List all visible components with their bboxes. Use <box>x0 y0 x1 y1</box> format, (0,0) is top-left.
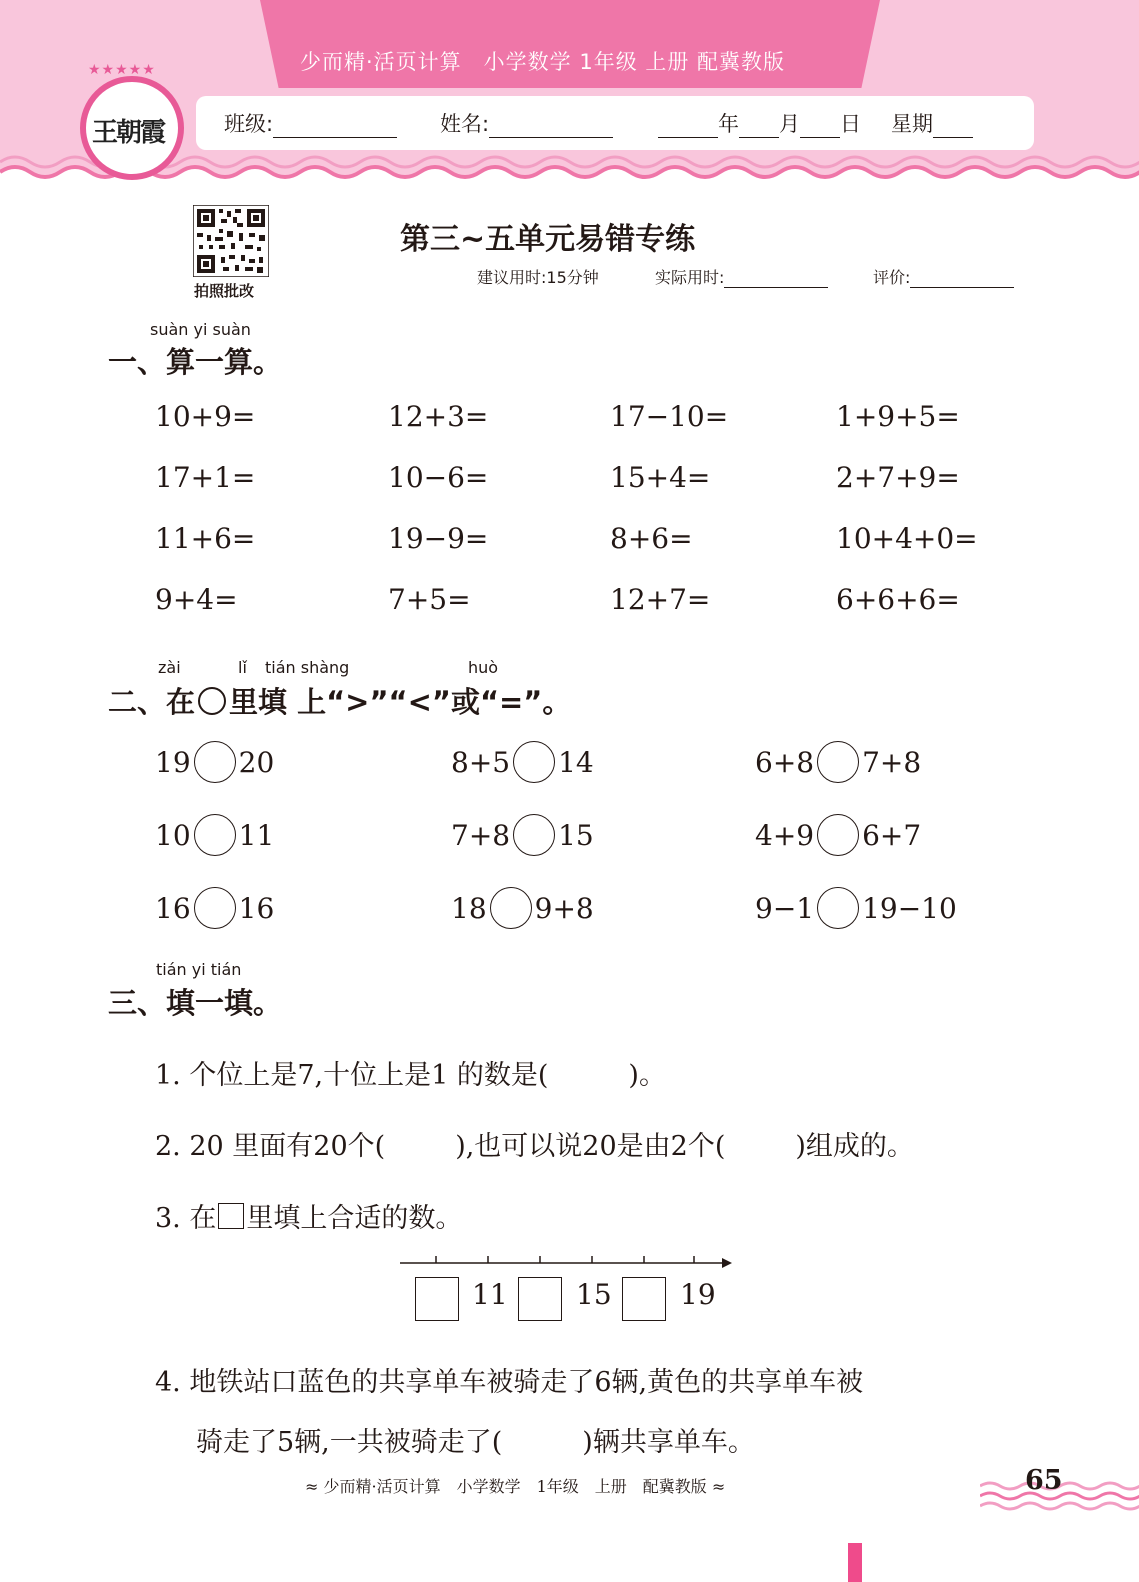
footer-text: ≈ 少而精·活页计算 小学数学 1年级 上册 配冀教版 ≈ <box>305 1477 726 1496</box>
compare-item <box>155 741 274 783</box>
class-field[interactable] <box>224 108 397 138</box>
pinyin-huo: huò <box>468 658 499 677</box>
equation: 10+9= <box>155 400 256 433</box>
equation: 10+4+0= <box>836 522 978 555</box>
name-field[interactable] <box>440 108 613 138</box>
section3-title: 三、填一填。 <box>108 986 283 1020</box>
question-3-end: 里填上合适的数。 <box>246 1203 463 1234</box>
qr-code[interactable] <box>193 205 269 277</box>
question-4-line2 <box>196 1420 755 1459</box>
question-4-end: )辆共享单车。 <box>582 1427 755 1458</box>
pinyin-tianshang: tián shàng <box>265 658 350 677</box>
day-blank[interactable] <box>800 115 840 138</box>
compare-item <box>755 887 957 929</box>
compare-right: 7+8 <box>862 745 922 779</box>
compare-left: 10 <box>155 818 191 852</box>
rating-field[interactable] <box>873 265 1014 288</box>
number-line <box>396 1252 736 1274</box>
page-number: 65 <box>1025 1465 1063 1496</box>
compare-circle[interactable] <box>513 741 555 783</box>
compare-item <box>755 814 921 856</box>
compare-left: 7+8 <box>451 818 511 852</box>
equation: 8+6= <box>610 522 693 555</box>
equation: 12+3= <box>388 400 489 433</box>
logo-stars: ★★★★★ <box>88 62 156 78</box>
answer-box[interactable] <box>518 1277 562 1321</box>
equation: 2+7+9= <box>836 461 960 494</box>
compare-right: 9+8 <box>534 891 594 925</box>
compare-item <box>155 814 274 856</box>
numberline-label: 15 <box>576 1278 612 1311</box>
month-blank[interactable] <box>739 115 779 138</box>
question-1 <box>155 1053 666 1092</box>
compare-item <box>155 887 274 929</box>
question-1-text: 1. 个位上是7,十位上是1 的数是( <box>155 1060 549 1091</box>
question-2-text: 2. 20 里面有20个( <box>155 1131 386 1162</box>
compare-left: 9−1 <box>755 891 815 925</box>
compare-item <box>451 887 594 929</box>
class-label: 班级: <box>224 112 274 136</box>
square-symbol <box>218 1203 244 1229</box>
section1-pinyin: suàn yi suàn <box>150 320 251 339</box>
equation: 11+6= <box>155 522 256 555</box>
pinyin-zai: zài <box>158 658 181 677</box>
compare-right: 16 <box>238 891 275 925</box>
section2-title <box>108 680 571 721</box>
name-blank[interactable] <box>489 115 613 138</box>
compare-left: 16 <box>155 891 191 925</box>
question-4-text: 骑走了5辆,一共被骑走了( <box>196 1427 503 1458</box>
year-label: 年 <box>718 112 739 136</box>
pinyin-li: lǐ <box>238 658 247 677</box>
section2-title-a: 二、在 <box>108 685 196 719</box>
compare-right: 6+7 <box>862 818 922 852</box>
compare-left: 18 <box>451 891 487 925</box>
name-label: 姓名: <box>440 112 490 136</box>
answer-box[interactable] <box>415 1277 459 1321</box>
compare-circle[interactable] <box>194 741 236 783</box>
compare-left: 8+5 <box>451 745 511 779</box>
compare-item <box>755 741 921 783</box>
compare-circle[interactable] <box>817 887 859 929</box>
numberline-label: 11 <box>472 1278 508 1311</box>
bottom-marker <box>848 1543 862 1582</box>
question-3-text: 3. 在 <box>155 1203 217 1234</box>
equation: 19−9= <box>388 522 489 555</box>
equation: 1+9+5= <box>836 400 960 433</box>
compare-circle[interactable] <box>194 814 236 856</box>
actual-time-label: 实际用时: <box>655 268 725 287</box>
section1-title: 一、算一算。 <box>108 345 283 379</box>
page-title: 第三~五单元易错专练 <box>400 222 696 257</box>
month-label: 月 <box>779 112 800 136</box>
rating-blank[interactable] <box>910 269 1014 288</box>
compare-circle[interactable] <box>817 814 859 856</box>
weekday-blank[interactable] <box>933 115 973 138</box>
question-2-mid: ),也可以说20是由2个( <box>455 1131 726 1162</box>
compare-circle[interactable] <box>817 741 859 783</box>
compare-item <box>451 741 594 783</box>
compare-left: 19 <box>155 745 191 779</box>
section2-title-b: 里填 上“>”“<”或“=”。 <box>229 685 572 719</box>
qr-label: 拍照批改 <box>194 282 255 300</box>
logo-text: 王朝霞 <box>92 118 165 148</box>
question-4-line1: 4. 地铁站口蓝色的共享单车被骑走了6辆,黄色的共享单车被 <box>155 1367 864 1398</box>
equation: 15+4= <box>610 461 711 494</box>
equation: 12+7= <box>610 583 711 616</box>
suggested-time: 建议用时:15分钟 <box>477 268 599 287</box>
compare-item <box>451 814 594 856</box>
class-blank[interactable] <box>273 115 397 138</box>
compare-right: 15 <box>558 818 594 852</box>
question-2 <box>155 1124 914 1163</box>
equation: 7+5= <box>388 583 471 616</box>
equation: 9+4= <box>155 583 238 616</box>
compare-right: 19−10 <box>862 891 957 925</box>
compare-right: 14 <box>558 745 594 779</box>
compare-circle[interactable] <box>490 887 532 929</box>
day-label: 日 <box>840 112 861 136</box>
equation: 17−10= <box>610 400 729 433</box>
question-1-end: )。 <box>628 1060 666 1091</box>
compare-right: 20 <box>238 745 275 779</box>
circle-symbol <box>198 687 226 715</box>
actual-time-field[interactable] <box>655 265 828 288</box>
compare-circle[interactable] <box>194 887 236 929</box>
date-field[interactable] <box>658 108 973 138</box>
numberline-label: 19 <box>680 1278 716 1311</box>
compare-circle[interactable] <box>513 814 555 856</box>
equation: 6+6+6= <box>836 583 960 616</box>
question-3 <box>155 1196 462 1235</box>
rating-label: 评价: <box>873 268 911 287</box>
series-title: 少而精·活页计算 小学数学 1年级 上册 配冀教版 <box>300 50 786 74</box>
section3-pinyin: tián yi tián <box>156 960 242 979</box>
compare-left: 6+8 <box>755 745 815 779</box>
actual-time-blank[interactable] <box>724 269 828 288</box>
answer-box[interactable] <box>622 1277 666 1321</box>
question-2-end: )组成的。 <box>795 1131 914 1162</box>
weekday-label: 星期 <box>891 112 933 136</box>
compare-right: 11 <box>238 818 275 852</box>
equation: 17+1= <box>155 461 256 494</box>
compare-left: 4+9 <box>755 818 815 852</box>
equation: 10−6= <box>388 461 489 494</box>
year-blank[interactable] <box>658 115 718 138</box>
